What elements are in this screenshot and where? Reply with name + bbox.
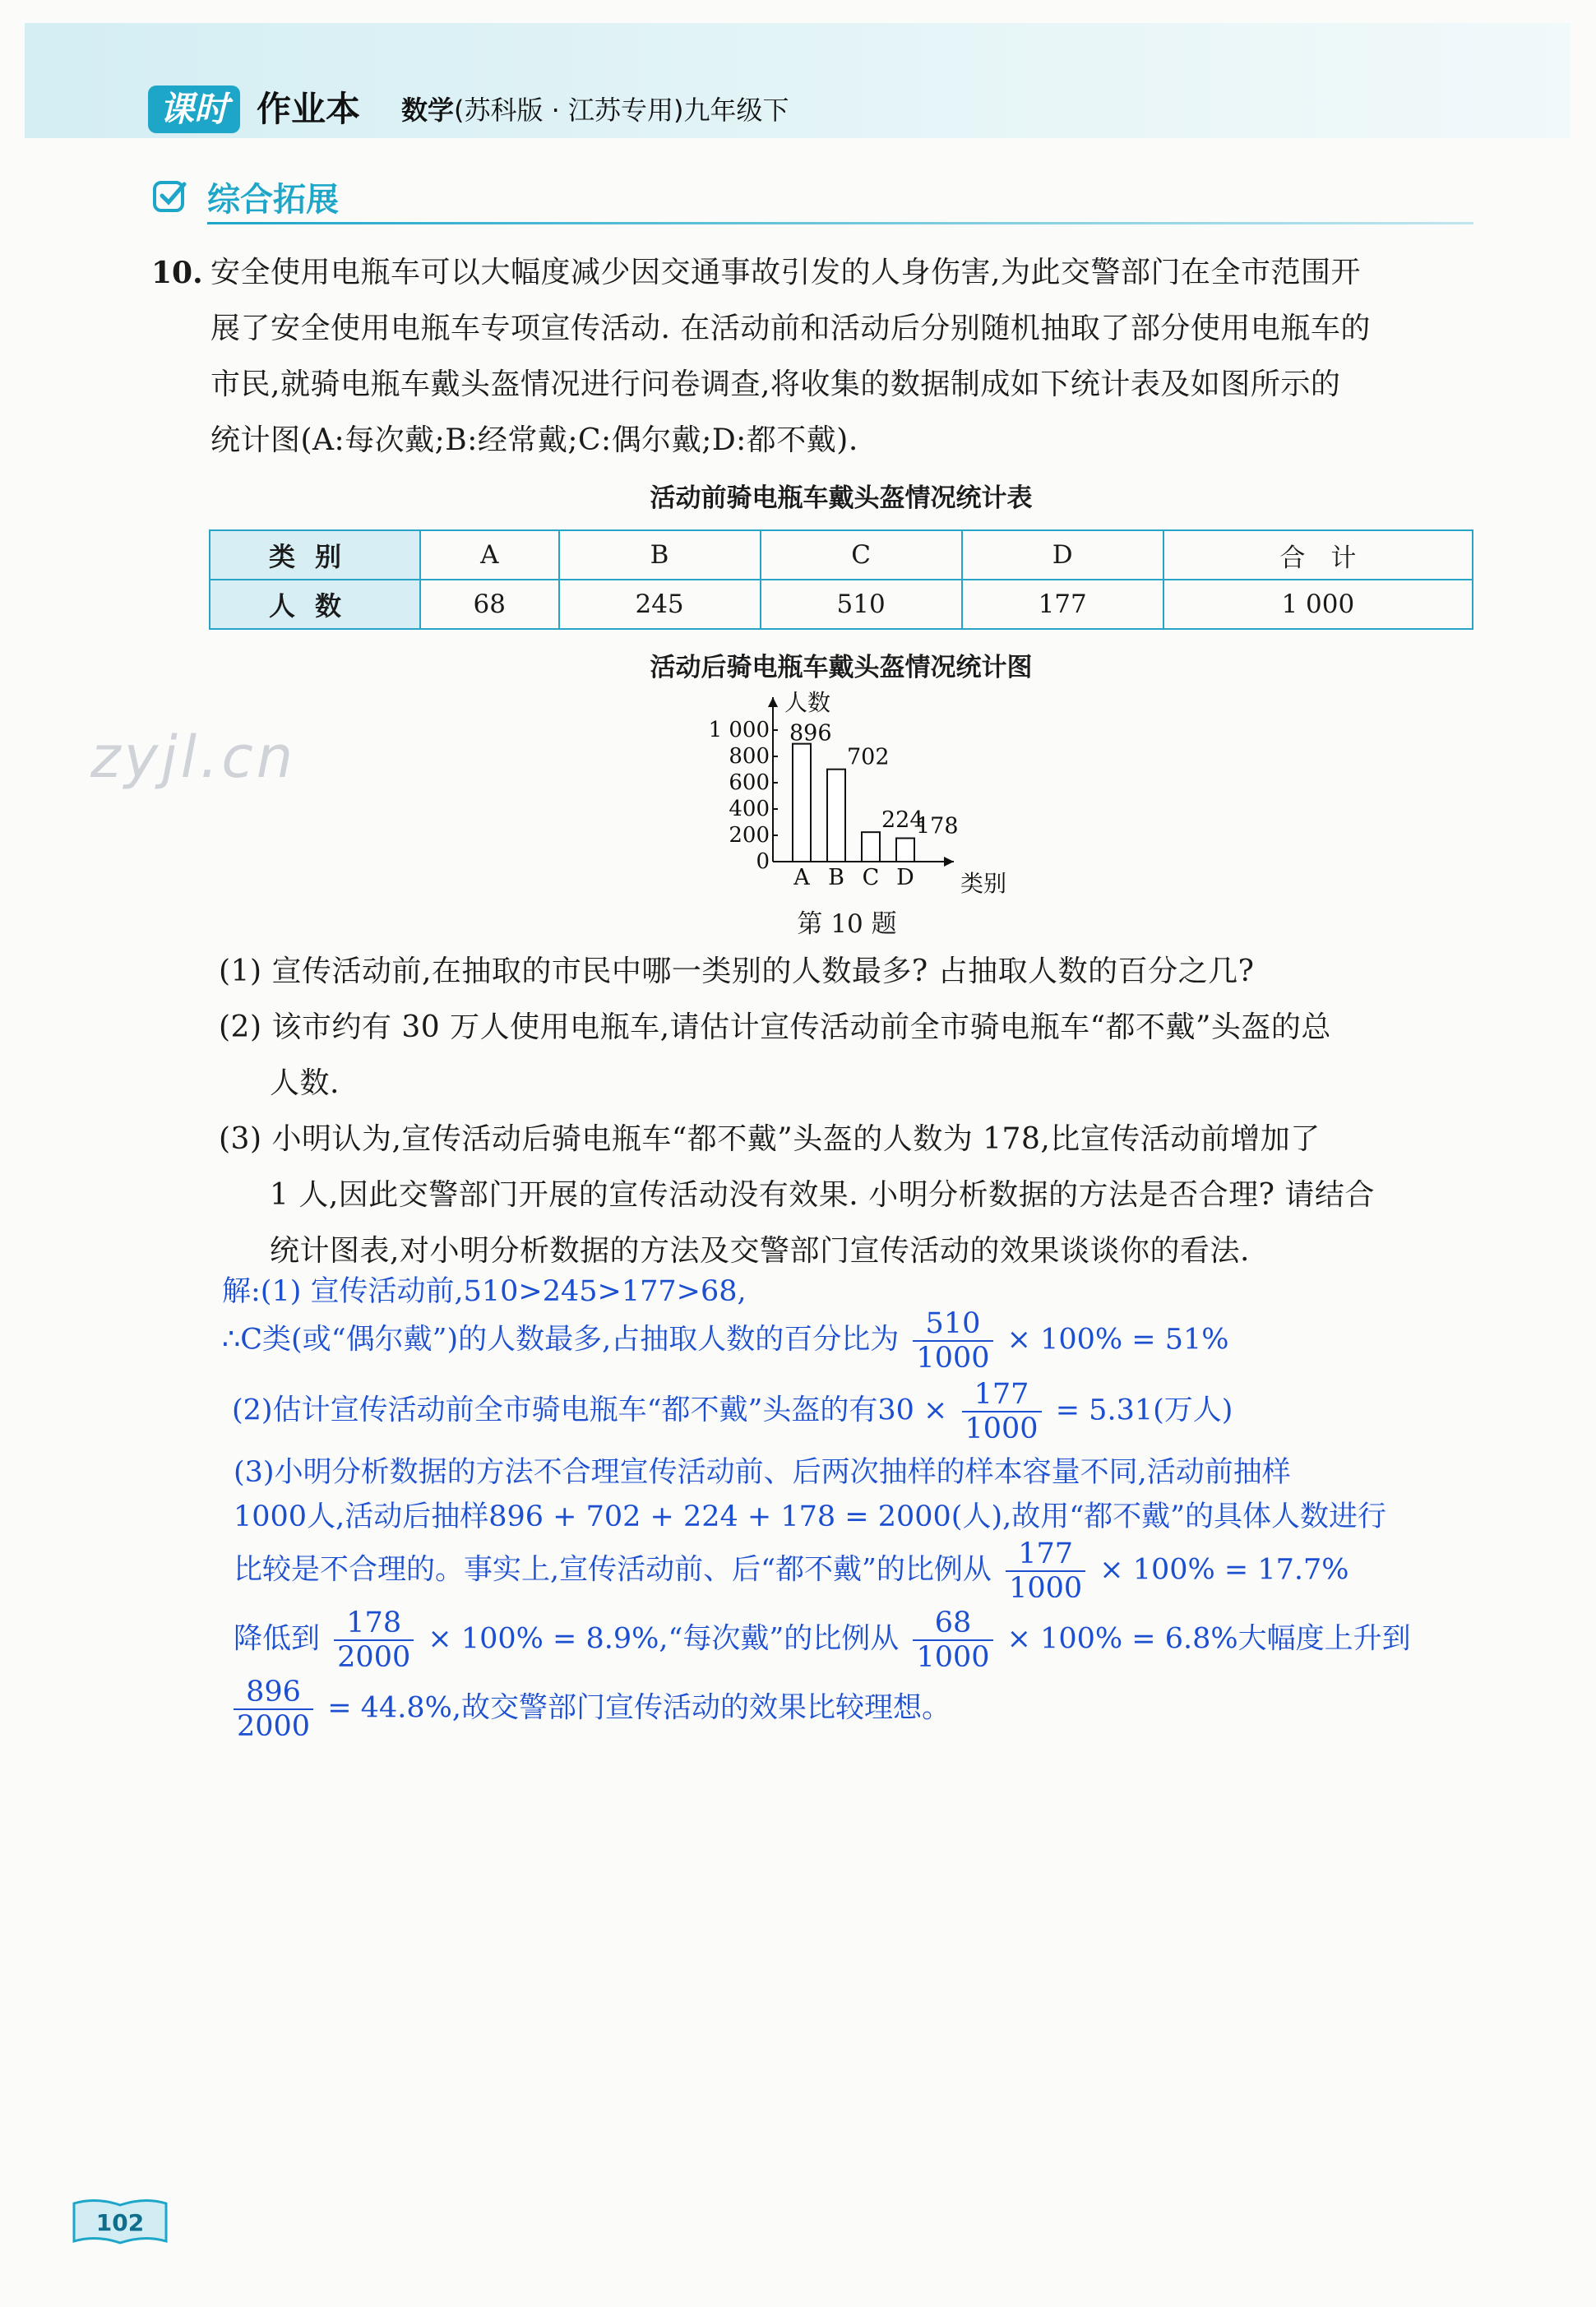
page-number: 102	[95, 2209, 145, 2236]
answer-line-3	[232, 1378, 1233, 1445]
bar-D	[896, 839, 914, 862]
y-axis-label: 人数	[784, 689, 831, 716]
fraction-numerator: 896	[234, 1676, 313, 1710]
section-divider	[207, 222, 1473, 224]
x-tick-label: B	[828, 865, 844, 890]
answer-text: = 5.31(万人)	[1055, 1394, 1233, 1427]
subject-name: 数学	[401, 95, 455, 126]
y-tick-label: 600	[729, 770, 770, 795]
answer-line-5: 1000人,活动后抽样896 + 702 + 224 + 178 = 2000(人),故用“都不戴”的具体人数进行	[234, 1500, 1387, 1533]
table-cell: 1 000	[1163, 580, 1473, 629]
answer-line-8	[234, 1676, 951, 1743]
data-label: 896	[789, 720, 832, 747]
subquestion-3: (3) 小明认为,宣传活动后骑电瓶车“都不戴”头盔的人数为 178,比宣传活动前增加了	[219, 1122, 1321, 1156]
bar-C	[862, 832, 880, 862]
question-number: 10.	[151, 256, 203, 290]
subquestion-2: (2) 该市约有 30 万人使用电瓶车,请估计宣传活动前全市骑电瓶车“都不戴”头盔的总	[219, 1010, 1331, 1044]
x-axis-arrow	[944, 857, 954, 867]
subquestion-1: (1) 宣传活动前,在抽取的市民中哪一类别的人数最多? 占抽取人数的百分之几?	[219, 955, 1255, 988]
answer-text: × 100% = 17.7%	[1099, 1553, 1349, 1587]
data-label: 224	[881, 807, 924, 834]
chart-title: 活动后骑电瓶车戴头盔情况统计图	[650, 653, 1033, 682]
table-header-cell: 类别	[210, 530, 420, 580]
y-tick-label: 400	[729, 797, 770, 821]
fraction	[913, 1307, 992, 1375]
fraction-numerator: 177	[1006, 1537, 1085, 1572]
question-line-4: 统计图(A:每次戴;B:经常戴;C:偶尔戴;D:都不戴).	[210, 423, 858, 457]
stat-table	[209, 529, 1473, 630]
answer-line-7	[234, 1607, 1411, 1674]
fraction	[913, 1607, 992, 1674]
fraction-denominator: 2000	[237, 1710, 311, 1743]
brand-logo: 课时	[148, 86, 240, 133]
table-cell: 68	[420, 580, 559, 629]
fraction-numerator: 68	[913, 1607, 992, 1641]
answer-line-1: 解:(1) 宣传活动前,510>245>177>68,	[222, 1275, 747, 1308]
subquestion-2-cont: 人数.	[270, 1066, 340, 1100]
fraction-denominator: 1000	[916, 1641, 990, 1674]
y-tick-label: 200	[729, 823, 770, 848]
y-tick-label: 800	[729, 744, 770, 769]
table-cell: C	[761, 530, 962, 580]
y-tick-label: 1 000	[708, 718, 770, 742]
edition: (苏科版 · 江苏专用)九年级下	[454, 95, 789, 126]
question-line-2: 展了安全使用电瓶车专项宣传活动. 在活动前和活动后分别随机抽取了部分使用电瓶车的	[210, 312, 1371, 345]
table-caption: 活动前骑电瓶车戴头盔情况统计表	[650, 483, 1033, 513]
fraction	[962, 1378, 1042, 1445]
fraction-denominator: 2000	[337, 1641, 411, 1674]
fraction	[1006, 1537, 1085, 1605]
table-row	[210, 530, 1473, 580]
fraction-denominator: 1000	[1009, 1572, 1083, 1605]
x-tick-label: D	[896, 865, 914, 890]
book-subject	[401, 92, 789, 128]
table-cell: 510	[761, 580, 962, 629]
fraction-numerator: 177	[962, 1378, 1042, 1412]
section-title: 综合拓展	[207, 181, 339, 219]
answer-line-6	[234, 1537, 1349, 1605]
fraction-denominator: 1000	[965, 1412, 1039, 1445]
table-cell: A	[420, 530, 559, 580]
answer-text: = 44.8%,故交警部门宣传活动的效果比较理想。	[327, 1691, 951, 1725]
answer-text: × 100% = 8.9%,“每次戴”的比例从	[428, 1622, 900, 1656]
x-tick-label: C	[862, 865, 880, 890]
question-line-3: 市民,就骑电瓶车戴头盔情况进行问卷调查,将收集的数据制成如下统计表及如图所示的	[210, 368, 1341, 401]
fraction	[334, 1607, 414, 1674]
bar-B	[827, 770, 845, 862]
figure-caption: 第 10 题	[797, 909, 897, 939]
subquestion-3-cont: 1 人,因此交警部门开展的宣传活动没有效果. 小明分析数据的方法是否合理? 请结合	[270, 1178, 1375, 1212]
fraction-numerator: 510	[913, 1307, 992, 1342]
fraction-numerator: 178	[334, 1607, 414, 1641]
fraction	[234, 1676, 313, 1743]
answer-text: × 100% = 6.8%大幅度上升到	[1006, 1622, 1411, 1656]
answer-text: 比较是不合理的。事实上,宣传活动前、后“都不戴”的比例从	[234, 1553, 992, 1587]
brand-name: 作业本	[257, 89, 361, 129]
x-axis-label: 类别	[960, 870, 1007, 897]
table-cell: 177	[962, 580, 1163, 629]
subquestion-3-cont: 统计图表,对小明分析数据的方法及交警部门宣传活动的效果谈谈你的看法.	[270, 1234, 1250, 1268]
answer-text: (2)估计宣传活动前全市骑电瓶车“都不戴”头盔的有30 ×	[232, 1394, 948, 1427]
data-label: 702	[847, 744, 890, 770]
table-row	[210, 580, 1473, 629]
answer-line-4: (3)小明分析数据的方法不合理宣传活动前、后两次抽样的样本容量不同,活动前抽样	[234, 1456, 1291, 1489]
table-cell: 合 计	[1163, 530, 1473, 580]
watermark: zyjl.cn	[90, 724, 297, 791]
page-number-badge	[69, 2197, 171, 2249]
table-cell: D	[962, 530, 1163, 580]
answer-text: ∴C类(或“偶尔戴”)的人数最多,占抽取人数的百分比为	[222, 1323, 900, 1357]
bar-chart	[682, 674, 1011, 904]
bar-A	[793, 744, 811, 862]
table-cell: B	[559, 530, 761, 580]
question-line-1: 安全使用电瓶车可以大幅度减少因交通事故引发的人身伤害,为此交警部门在全市范围开	[210, 256, 1361, 289]
answer-text: 降低到	[234, 1622, 321, 1656]
fraction-denominator: 1000	[916, 1342, 990, 1375]
y-axis-arrow	[768, 697, 778, 707]
data-label: 178	[916, 813, 959, 839]
answer-text: × 100% = 51%	[1006, 1323, 1229, 1357]
checklist-icon	[151, 178, 191, 217]
answer-line-2	[222, 1307, 1229, 1375]
x-tick-label: A	[793, 865, 810, 890]
table-cell: 245	[559, 580, 761, 629]
table-header-cell: 人数	[210, 580, 420, 629]
y-tick-label: 0	[756, 849, 770, 874]
